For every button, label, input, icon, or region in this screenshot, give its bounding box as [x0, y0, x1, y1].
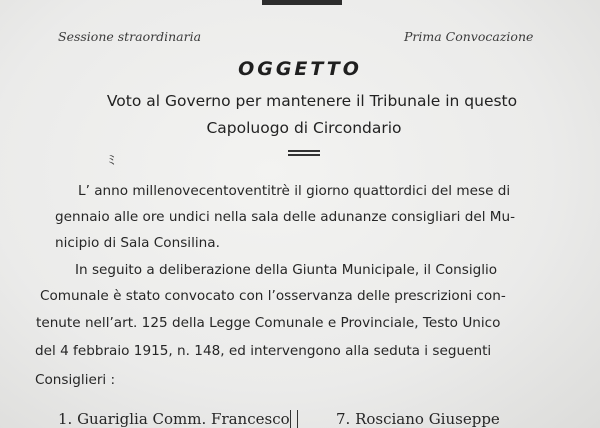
subject-line-1: Voto al Governo per mantenere il Tribunale in questo — [106, 92, 518, 110]
margin-mark: ﾐ — [108, 153, 115, 169]
councillor-item-2: 7. Rosciano Giuseppe — [336, 410, 500, 428]
document-title: OGGETTO — [238, 58, 362, 80]
column-separator — [290, 410, 298, 428]
body-line-1: L’ anno millenovecentoventitrè il giorno quattordici del mese di — [78, 183, 511, 199]
body-line-5: Comunale è stato convocato con l’osservanza delle prescrizioni con- — [40, 288, 506, 304]
body-line-7: del 4 febbraio 1915, n. 148, ed intervengono alla seduta i seguenti — [35, 343, 492, 359]
body-line-4: In seguito a deliberazione della Giunta Municipale, il Consiglio — [75, 262, 498, 278]
body-line-6: tenute nell’art. 125 della Legge Comunale e Provinciale, Testo Unico — [36, 315, 501, 331]
divider-rule-top — [288, 150, 320, 152]
body-line-3: nicipio di Sala Consilina. — [55, 235, 220, 251]
body-line-2: gennaio alle ore undici nella sala delle adunanze consigliari del Mu- — [55, 209, 516, 225]
top-decorative-bar — [262, 0, 342, 5]
convocation-type: Prima Convocazione — [404, 29, 534, 44]
session-type: Sessione straordinaria — [58, 29, 202, 44]
body-line-8: Consiglieri : — [35, 372, 116, 388]
councillor-item-1: 1. Guariglia Comm. Francesco — [58, 410, 290, 428]
divider-rule-bottom — [288, 154, 320, 156]
subject-line-2: Capoluogo di Circondario — [206, 119, 402, 137]
